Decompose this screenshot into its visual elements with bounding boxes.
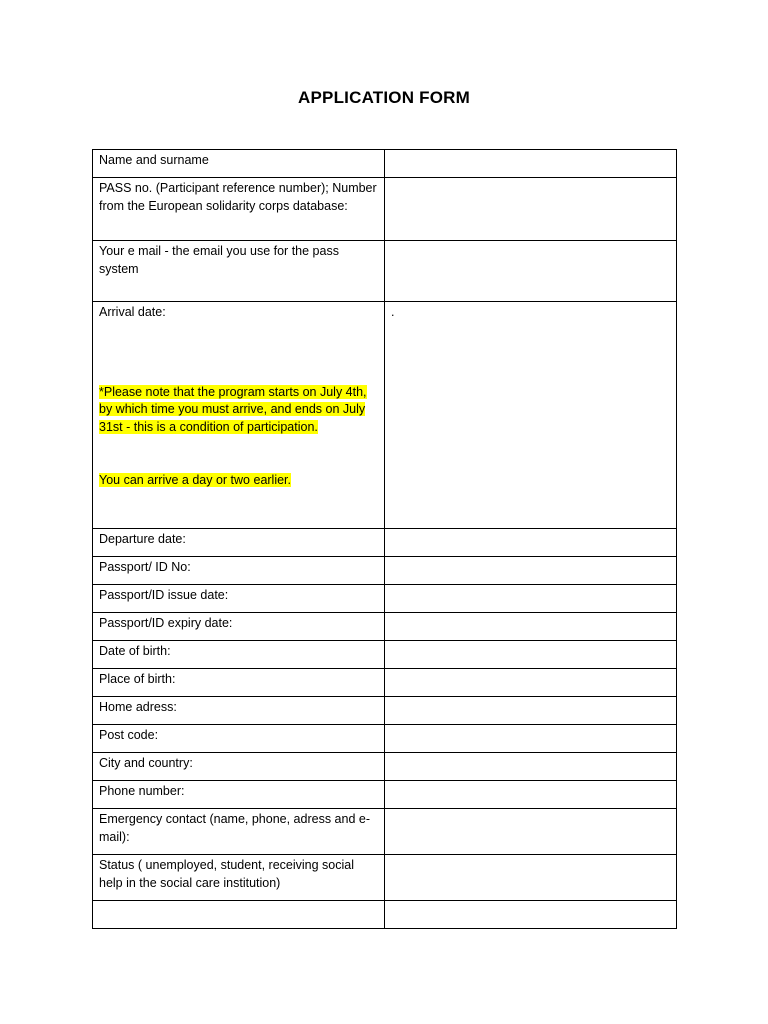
table-row [93,641,677,669]
field-value-arrival-date[interactable]: . [385,302,677,529]
field-value-email[interactable] [385,241,677,302]
field-value-pass-no[interactable] [385,178,677,241]
field-label-blank [93,901,385,929]
table-row [93,585,677,613]
table-row [93,669,677,697]
table-row [93,809,677,855]
field-value-blank[interactable] [385,901,677,929]
table-row [93,529,677,557]
field-label-departure-date: Departure date: [93,529,385,557]
field-value-phone-number[interactable] [385,781,677,809]
field-value-home-address[interactable] [385,697,677,725]
field-value-passport-issue-date[interactable] [385,585,677,613]
field-value-city-country[interactable] [385,753,677,781]
field-value-emergency-contact[interactable] [385,809,677,855]
field-value-passport-id-no[interactable] [385,557,677,585]
table-row [93,901,677,929]
field-label-passport-expiry-date: Passport/ID expiry date: [93,613,385,641]
field-label-place-of-birth: Place of birth: [93,669,385,697]
table-row [93,753,677,781]
field-label-pass-no: PASS no. (Participant reference number); Number from the European solidarity corps database: [93,178,385,241]
field-label-name: Name and surname [93,150,385,178]
field-label-arrival-date: Arrival date: [99,305,166,319]
field-label-phone-number: Phone number: [93,781,385,809]
field-label-arrival-date-cell [93,302,385,529]
field-label-post-code: Post code: [93,725,385,753]
table-row [93,241,677,302]
field-value-place-of-birth[interactable] [385,669,677,697]
field-label-passport-id-no: Passport/ ID No: [93,557,385,585]
field-value-departure-date[interactable] [385,529,677,557]
field-value-passport-expiry-date[interactable] [385,613,677,641]
table-row [93,613,677,641]
field-label-emergency-contact: Emergency contact (name, phone, adress and e-mail): [93,809,385,855]
page-title: APPLICATION FORM [298,88,470,107]
field-label-date-of-birth: Date of birth: [93,641,385,669]
table-row [93,697,677,725]
table-row [93,302,677,529]
arrival-note-earlier: You can arrive a day or two earlier. [99,473,292,487]
table-row [93,855,677,901]
field-label-city-country: City and country: [93,753,385,781]
field-value-name[interactable] [385,150,677,178]
table-row [93,557,677,585]
field-label-email: Your e mail - the email you use for the pass system [93,241,385,302]
table-row [93,781,677,809]
field-label-status: Status ( unemployed, student, receiving social help in the social care institution) [93,855,385,901]
table-row [93,150,677,178]
table-row [93,725,677,753]
field-value-date-of-birth[interactable] [385,641,677,669]
field-value-status[interactable] [385,855,677,901]
arrival-note-program-dates: *Please note that the program starts on July 4th, by which time you must arrive, and ends on July 31st - this is a condition of participation. [99,384,367,434]
field-label-passport-issue-date: Passport/ID issue date: [93,585,385,613]
table-row [93,178,677,241]
application-form-table [92,149,677,929]
field-label-home-address: Home adress: [93,697,385,725]
field-value-post-code[interactable] [385,725,677,753]
